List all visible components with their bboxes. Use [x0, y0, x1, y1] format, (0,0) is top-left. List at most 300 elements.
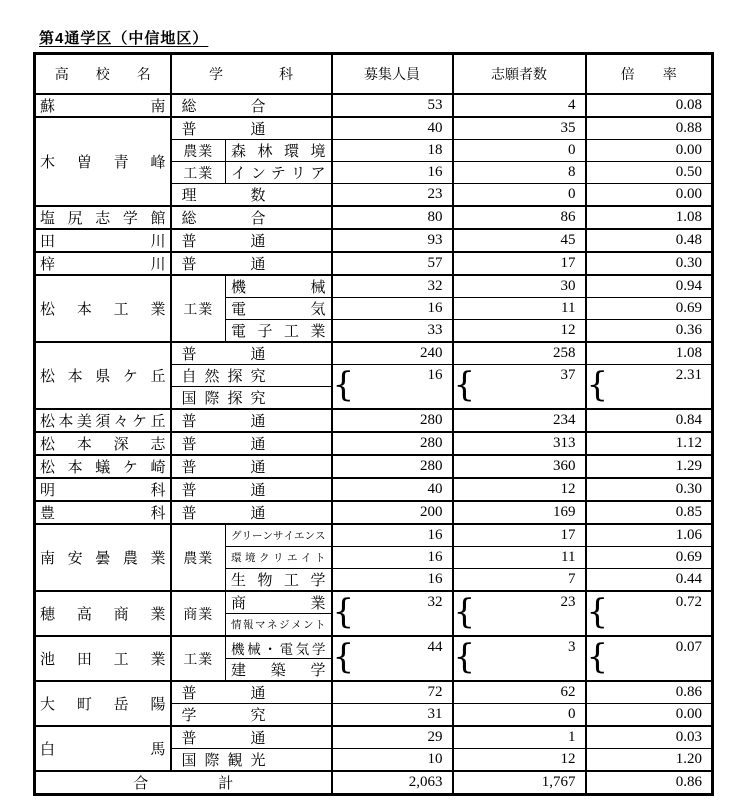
school-name: 南 安 曇 農 業 — [40, 551, 166, 567]
dept-label: イ ン テ リ ア — [231, 166, 326, 182]
school-name: 白 馬 — [40, 742, 166, 758]
dept-label: 普 通 — [181, 437, 266, 453]
school-name: 大 町 岳 陽 — [40, 697, 166, 713]
dept-label: 学 究 — [181, 708, 266, 724]
dept-cell — [171, 409, 332, 432]
school-name-cell — [35, 252, 171, 275]
merge-brace-icon — [587, 592, 599, 633]
dept-label: 機 械 — [231, 280, 326, 296]
dept-label: 電 気 — [231, 302, 326, 318]
dept-label: 森 林 環 境 — [231, 144, 326, 160]
total-label-cell — [35, 771, 332, 795]
ratio-value: 0.44 — [675, 571, 702, 587]
dept-label: 普 通 — [181, 460, 266, 476]
applicants-value: 7 — [568, 571, 576, 587]
applicants-cell — [453, 478, 586, 501]
ratio-value: 1.08 — [675, 345, 702, 361]
ratio-value: 0.03 — [675, 729, 702, 745]
capacity-value: 240 — [420, 345, 443, 361]
applicants-value: 17 — [560, 527, 576, 543]
district-title: 第4通学区（中信地区） — [39, 30, 209, 47]
applicants-value: 0 — [568, 186, 576, 202]
capacity-value: 33 — [427, 322, 443, 338]
dept-cell — [171, 726, 332, 749]
dept-label: 国 際 探 究 — [181, 391, 266, 407]
applicants-cell — [453, 524, 586, 547]
school-name: 松 本 工 業 — [40, 302, 166, 318]
dept-group-cell — [171, 162, 226, 184]
school-name: 木 曽 青 峰 — [40, 155, 166, 171]
ratio-value: 0.48 — [675, 232, 702, 248]
applicants-cell — [453, 432, 586, 455]
capacity-cell — [332, 524, 453, 547]
school-name: 田 川 — [40, 234, 166, 250]
ratio-cell — [586, 140, 713, 162]
school-name-cell — [35, 117, 171, 206]
applicants-value: 258 — [553, 345, 576, 361]
dept-label: 総 合 — [181, 211, 266, 227]
dept-cell — [171, 184, 332, 207]
dept-label: 情 報 マ ネ ジ メ ン ト — [231, 619, 326, 631]
capacity-cell — [332, 365, 453, 410]
capacity-value: 280 — [420, 412, 443, 428]
applicants-value: 8 — [568, 164, 576, 180]
dept-label: 普 通 — [181, 731, 266, 747]
capacity-value: 10 — [427, 751, 443, 767]
table-row — [35, 206, 713, 229]
capacity-value: 44 — [427, 639, 443, 655]
ratio-cell — [586, 320, 713, 343]
school-name-cell — [35, 206, 171, 229]
ratio-cell — [586, 184, 713, 207]
ratio-value: 0.88 — [675, 120, 702, 136]
applicants-value: 11 — [561, 549, 576, 565]
admissions-table — [33, 52, 714, 796]
applicants-value: 313 — [553, 435, 576, 451]
school-name-cell — [35, 229, 171, 252]
total-applicants-cell — [453, 771, 586, 795]
applicants-cell — [453, 94, 586, 117]
capacity-cell — [332, 636, 453, 681]
capacity-cell — [332, 229, 453, 252]
ratio-value: 1.29 — [675, 458, 702, 474]
school-name: 塩 尻 志 学 館 — [40, 211, 166, 227]
applicants-cell — [453, 140, 586, 162]
applicants-cell — [453, 636, 586, 681]
ratio-cell — [586, 94, 713, 117]
ratio-value: 0.69 — [675, 300, 702, 316]
ratio-value: 2.31 — [675, 367, 702, 383]
merge-brace-icon — [454, 637, 466, 678]
ratio-cell — [586, 117, 713, 140]
total-row — [35, 771, 713, 795]
ratio-cell — [586, 704, 713, 727]
dept-group-cell — [171, 524, 226, 591]
ratio-value: 0.72 — [675, 594, 702, 610]
ratio-cell — [586, 547, 713, 569]
ratio-cell — [586, 524, 713, 547]
dept-cell — [171, 387, 332, 410]
capacity-cell — [332, 704, 453, 727]
ratio-value: 0.85 — [675, 504, 702, 520]
applicants-cell — [453, 681, 586, 704]
ratio-cell — [586, 409, 713, 432]
col-header-ratio-label: 倍 率 — [620, 68, 677, 83]
ratio-cell — [586, 252, 713, 275]
applicants-value: 0 — [568, 706, 576, 722]
school-name-cell — [35, 275, 171, 342]
school-name: 松 本 蟻 ケ 崎 — [40, 460, 166, 476]
capacity-cell — [332, 432, 453, 455]
applicants-cell — [453, 591, 586, 636]
ratio-value: 0.50 — [675, 164, 702, 180]
dept-group-cell — [171, 636, 226, 681]
capacity-value: 16 — [427, 549, 443, 565]
applicants-value: 12 — [560, 751, 576, 767]
capacity-cell — [332, 569, 453, 592]
ratio-value: 0.86 — [675, 684, 702, 700]
capacity-value: 53 — [427, 97, 443, 113]
table-row — [35, 117, 713, 140]
applicants-cell — [453, 409, 586, 432]
ratio-cell — [586, 681, 713, 704]
merge-brace-icon — [333, 592, 345, 633]
dept-label: 普 通 — [181, 506, 266, 522]
table-row — [35, 229, 713, 252]
dept-label: 普 通 — [181, 686, 266, 702]
table-row — [35, 501, 713, 524]
capacity-value: 40 — [427, 120, 443, 136]
applicants-value: 45 — [560, 232, 576, 248]
ratio-cell — [586, 275, 713, 298]
dept-label: 電 子 工 業 — [231, 324, 326, 340]
ratio-cell — [586, 206, 713, 229]
dept-cell — [171, 117, 332, 140]
capacity-value: 57 — [427, 255, 443, 271]
total-ratio-cell — [586, 771, 713, 795]
merge-brace-icon — [587, 637, 599, 678]
table-row — [35, 524, 713, 547]
dept-group-cell — [171, 275, 226, 342]
applicants-value: 62 — [560, 684, 576, 700]
school-name-cell — [35, 478, 171, 501]
capacity-value: 16 — [427, 300, 443, 316]
capacity-value: 80 — [427, 209, 443, 225]
ratio-value: 1.06 — [675, 527, 702, 543]
capacity-cell — [332, 478, 453, 501]
table-row — [35, 432, 713, 455]
applicants-value: 12 — [560, 481, 576, 497]
dept-label: 機 械 ・ 電 気 学 — [231, 641, 326, 657]
applicants-cell — [453, 206, 586, 229]
school-name-cell — [35, 681, 171, 726]
school-name: 松 本 美 須 々 ケ 丘 — [40, 414, 166, 430]
ratio-cell — [586, 342, 713, 365]
dept-label: グ リ ー ン サ イ エ ン ス — [231, 530, 326, 542]
capacity-cell — [332, 320, 453, 343]
applicants-cell — [453, 229, 586, 252]
dept-cell — [226, 547, 332, 569]
capacity-cell — [332, 162, 453, 184]
school-name: 明 科 — [40, 483, 166, 499]
school-name-cell — [35, 501, 171, 524]
dept-label: 建 築 学 — [231, 663, 326, 679]
dept-label: 普 通 — [181, 257, 266, 273]
school-name: 梓 川 — [40, 257, 166, 273]
school-name-cell — [35, 636, 171, 681]
capacity-cell — [332, 275, 453, 298]
applicants-cell — [453, 726, 586, 749]
total-applicants-value: 1,767 — [541, 774, 576, 790]
dept-cell — [226, 659, 332, 682]
applicants-cell — [453, 275, 586, 298]
dept-label: 国 際 観 光 — [181, 753, 266, 769]
applicants-value: 86 — [560, 209, 576, 225]
dept-cell — [171, 365, 332, 387]
ratio-value: 0.36 — [675, 322, 702, 338]
dept-group-cell — [171, 591, 226, 636]
dept-cell — [171, 681, 332, 704]
capacity-cell — [332, 140, 453, 162]
applicants-value: 3 — [568, 639, 576, 655]
dept-cell — [171, 501, 332, 524]
ratio-value: 0.69 — [675, 549, 702, 565]
merge-brace-icon — [333, 365, 345, 406]
applicants-cell — [453, 455, 586, 478]
merge-brace-icon — [454, 365, 466, 406]
school-name-cell — [35, 94, 171, 117]
school-name-cell — [35, 409, 171, 432]
table-row — [35, 681, 713, 704]
applicants-cell — [453, 704, 586, 727]
ratio-cell — [586, 478, 713, 501]
capacity-cell — [332, 591, 453, 636]
school-name-cell — [35, 455, 171, 478]
ratio-value: 0.00 — [675, 706, 702, 722]
capacity-cell — [332, 681, 453, 704]
capacity-value: 18 — [427, 142, 443, 158]
dept-group: 農業 — [183, 144, 214, 160]
capacity-cell — [332, 206, 453, 229]
capacity-cell — [332, 184, 453, 207]
dept-label: 商 業 — [231, 596, 326, 612]
dept-group: 商業 — [183, 607, 214, 623]
total-capacity-value: 2,063 — [408, 774, 443, 790]
ratio-cell — [586, 591, 713, 636]
school-name: 松 本 県 ケ 丘 — [40, 369, 166, 385]
applicants-value: 234 — [553, 412, 576, 428]
dept-cell — [226, 569, 332, 592]
applicants-value: 0 — [568, 142, 576, 158]
applicants-value: 30 — [560, 278, 576, 294]
ratio-value: 1.20 — [675, 751, 702, 767]
total-capacity-cell — [332, 771, 453, 795]
dept-cell — [226, 320, 332, 343]
dept-cell — [171, 455, 332, 478]
capacity-cell — [332, 342, 453, 365]
dept-cell — [171, 94, 332, 117]
col-header-school-label: 高 校 名 — [54, 68, 151, 83]
dept-cell — [226, 162, 332, 184]
capacity-value: 29 — [427, 729, 443, 745]
applicants-cell — [453, 162, 586, 184]
dept-label: 普 通 — [181, 122, 266, 138]
ratio-cell — [586, 569, 713, 592]
dept-group: 農業 — [183, 551, 214, 567]
capacity-cell — [332, 298, 453, 320]
applicants-value: 1 — [568, 729, 576, 745]
ratio-value: 0.07 — [675, 639, 702, 655]
table-row — [35, 275, 713, 298]
dept-cell — [226, 298, 332, 320]
dept-cell — [226, 275, 332, 298]
applicants-cell — [453, 569, 586, 592]
dept-label: 普 通 — [181, 414, 266, 430]
capacity-cell — [332, 726, 453, 749]
capacity-value: 72 — [427, 684, 443, 700]
school-name-cell — [35, 524, 171, 591]
dept-group: 工業 — [183, 302, 214, 318]
capacity-cell — [332, 252, 453, 275]
applicants-value: 37 — [560, 367, 576, 383]
dept-cell — [226, 591, 332, 614]
dept-cell — [171, 206, 332, 229]
capacity-cell — [332, 547, 453, 569]
applicants-value: 11 — [561, 300, 576, 316]
dept-cell — [226, 524, 332, 547]
applicants-cell — [453, 501, 586, 524]
school-name: 松 本 深 志 — [40, 437, 166, 453]
col-header-dept-label: 学 科 — [209, 68, 293, 83]
dept-label: 総 合 — [181, 99, 266, 115]
capacity-value: 16 — [427, 571, 443, 587]
ratio-value: 1.08 — [675, 209, 702, 225]
applicants-cell — [453, 547, 586, 569]
ratio-cell — [586, 162, 713, 184]
applicants-value: 169 — [553, 504, 576, 520]
capacity-value: 23 — [427, 186, 443, 202]
dept-label: 生 物 工 学 — [231, 573, 326, 589]
table-row — [35, 478, 713, 501]
dept-cell — [171, 704, 332, 727]
ratio-value: 0.30 — [675, 255, 702, 271]
ratio-cell — [586, 432, 713, 455]
school-name: 豊 科 — [40, 506, 166, 522]
dept-label: 自 然 探 究 — [181, 369, 266, 385]
ratio-value: 0.00 — [675, 186, 702, 202]
ratio-value: 0.94 — [675, 278, 702, 294]
capacity-value: 93 — [427, 232, 443, 248]
school-name-cell — [35, 432, 171, 455]
col-header-capacity-label: 募集人員 — [364, 68, 420, 83]
dept-group: 工業 — [183, 652, 214, 668]
ratio-value: 1.12 — [675, 435, 702, 451]
ratio-cell — [586, 298, 713, 320]
table-row — [35, 636, 713, 659]
col-header-applicants-label: 志願者数 — [491, 68, 547, 83]
header-row — [35, 54, 713, 95]
dept-cell — [171, 478, 332, 501]
capacity-cell — [332, 117, 453, 140]
ratio-value: 0.00 — [675, 142, 702, 158]
applicants-cell — [453, 365, 586, 410]
col-header-dept — [171, 54, 332, 95]
capacity-value: 31 — [427, 706, 443, 722]
ratio-cell — [586, 749, 713, 772]
dept-cell — [226, 636, 332, 659]
total-ratio-value: 0.86 — [675, 774, 702, 790]
table-row — [35, 252, 713, 275]
applicants-cell — [453, 749, 586, 772]
ratio-value: 0.30 — [675, 481, 702, 497]
dept-cell — [171, 229, 332, 252]
applicants-cell — [453, 252, 586, 275]
applicants-cell — [453, 298, 586, 320]
table-row — [35, 591, 713, 614]
total-label: 合 計 — [133, 776, 234, 792]
ratio-cell — [586, 726, 713, 749]
capacity-value: 40 — [427, 481, 443, 497]
table-row — [35, 94, 713, 117]
capacity-value: 32 — [427, 278, 443, 294]
ratio-cell — [586, 455, 713, 478]
dept-label: 環 境 ク リ エ イ ト — [231, 552, 326, 564]
school-name: 穂 高 商 業 — [40, 607, 166, 623]
capacity-value: 280 — [420, 458, 443, 474]
dept-group: 工業 — [183, 166, 214, 182]
capacity-value: 16 — [427, 527, 443, 543]
capacity-value: 32 — [427, 594, 443, 610]
table-row — [35, 342, 713, 365]
table-row — [35, 455, 713, 478]
col-header-applicants — [453, 54, 586, 95]
dept-group-cell — [171, 140, 226, 162]
table-row — [35, 726, 713, 749]
merge-brace-icon — [587, 365, 599, 406]
applicants-value: 4 — [568, 97, 576, 113]
ratio-cell — [586, 501, 713, 524]
merge-brace-icon — [333, 637, 345, 678]
ratio-cell — [586, 365, 713, 410]
dept-cell — [171, 252, 332, 275]
school-name-cell — [35, 591, 171, 636]
capacity-cell — [332, 501, 453, 524]
dept-label: 理 数 — [181, 188, 266, 204]
dept-cell — [226, 140, 332, 162]
capacity-value: 280 — [420, 435, 443, 451]
applicants-value: 12 — [560, 322, 576, 338]
ratio-cell — [586, 636, 713, 681]
dept-cell — [171, 432, 332, 455]
dept-cell — [171, 342, 332, 365]
dept-label: 普 通 — [181, 483, 266, 499]
applicants-value: 23 — [560, 594, 576, 610]
col-header-capacity — [332, 54, 453, 95]
ratio-cell — [586, 229, 713, 252]
capacity-cell — [332, 94, 453, 117]
table-row — [35, 409, 713, 432]
capacity-cell — [332, 455, 453, 478]
applicants-cell — [453, 342, 586, 365]
merge-brace-icon — [454, 592, 466, 633]
school-name: 池 田 工 業 — [40, 652, 166, 668]
school-name-cell — [35, 726, 171, 771]
applicants-value: 17 — [560, 255, 576, 271]
applicants-cell — [453, 117, 586, 140]
dept-label: 普 通 — [181, 234, 266, 250]
dept-cell — [171, 749, 332, 772]
ratio-value: 0.84 — [675, 412, 702, 428]
